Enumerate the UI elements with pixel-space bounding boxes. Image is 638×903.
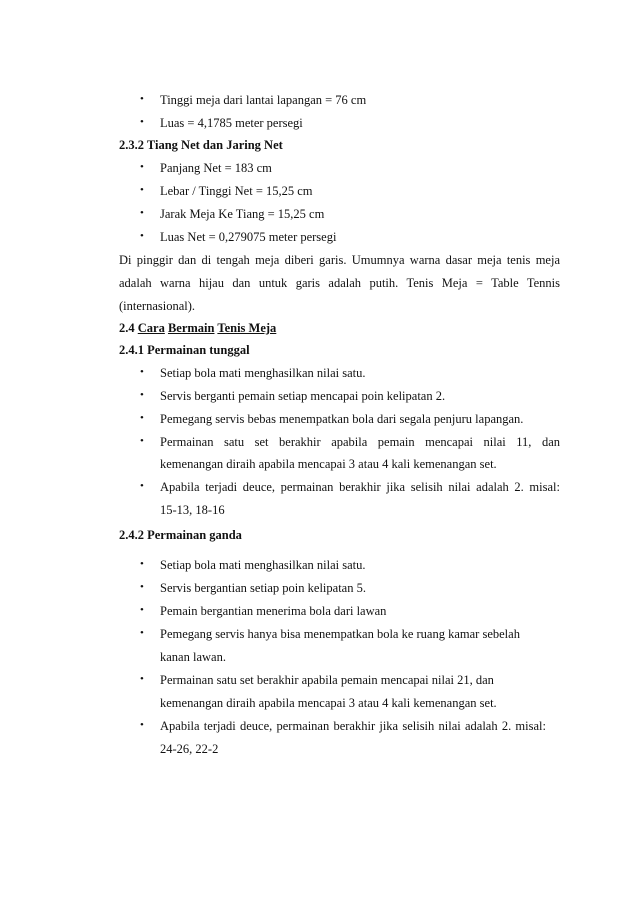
heading-word: Bermain [167,321,215,335]
bullet-icon: • [140,627,144,639]
list-item-text: Apabila terjadi deuce, permainan berakhir jika selisih nilai adalah 2. misal: [160,480,560,494]
bullet-icon: • [140,480,144,492]
bullet-icon: • [140,673,144,685]
list-item-text: Apabila terjadi deuce, permainan berakhir jika selisih nilai adalah 2. misal: [160,719,546,733]
list-item-text: Pemain bergantian menerima bola dari lawan [160,604,387,618]
bullet-icon: • [140,366,144,378]
bullet-icon: • [140,116,144,128]
bullet-icon: • [140,604,144,616]
list-item-text: Servis berganti pemain setiap mencapai poin kelipatan 2. [160,389,446,403]
list-item-text: Pemegang servis hanya bisa menempatkan bola ke ruang kamar sebelah [160,627,520,641]
list-item-text: 15-13, 18-16 [160,503,225,517]
bullet-icon: • [140,435,144,447]
bullet-icon: • [140,389,144,401]
list-item-text: Luas Net = 0,279075 meter persegi [160,230,337,244]
paragraph-line: Di pinggir dan di tengah meja diberi garis. Umumnya warna dasar meja tenis meja [119,253,560,267]
bullet-icon: • [140,412,144,424]
list-item-text: Lebar / Tinggi Net = 15,25 cm [160,184,313,198]
list-item-text: Panjang Net = 183 cm [160,161,272,175]
list-item-text: 24-26, 22-2 [160,742,219,756]
section-heading: 2.3.2 Tiang Net dan Jaring Net [119,138,283,152]
bullet-icon: • [140,184,144,196]
paragraph-line: adalah warna hijau dan untuk garis adalah putih. Tenis Meja = Table Tennis [119,276,560,290]
bullet-icon: • [140,719,144,731]
list-item-text: kemenangan diraih apabila mencapai 3 atau 4 kali kemenangan set. [160,457,497,471]
section-heading [119,321,276,336]
list-item-text: Permainan satu set berakhir apabila pemain mencapai nilai 21, dan [160,673,494,687]
list-item-text: Setiap bola mati menghasilkan nilai satu. [160,558,366,572]
bullet-icon: • [140,207,144,219]
heading-word: Cara [137,321,165,335]
bullet-icon: • [140,93,144,105]
bullet-icon: • [140,581,144,593]
list-item-text: Jarak Meja Ke Tiang = 15,25 cm [160,207,325,221]
heading-number: 2.4 [119,321,138,335]
bullet-icon: • [140,161,144,173]
list-item-text: kemenangan diraih apabila mencapai 3 atau 4 kali kemenangan set. [160,696,497,710]
subsection-heading: 2.4.2 Permainan ganda [119,528,242,542]
list-item-text: Setiap bola mati menghasilkan nilai satu. [160,366,366,380]
bullet-icon: • [140,230,144,242]
heading-word: Tenis Meja [217,321,277,335]
list-item-text: kanan lawan. [160,650,226,664]
list-item-text: Luas = 4,1785 meter persegi [160,116,303,130]
list-item-text: Tinggi meja dari lantai lapangan = 76 cm [160,93,367,107]
list-item-text: Pemegang servis bebas menempatkan bola dari segala penjuru lapangan. [160,412,524,426]
subsection-heading: 2.4.1 Permainan tunggal [119,343,250,357]
list-item-text: Permainan satu set berakhir apabila pemain mencapai nilai 11, dan [160,435,560,449]
paragraph-line: (internasional). [119,299,196,313]
bullet-icon: • [140,558,144,570]
list-item-text: Servis bergantian setiap poin kelipatan 5. [160,581,366,595]
